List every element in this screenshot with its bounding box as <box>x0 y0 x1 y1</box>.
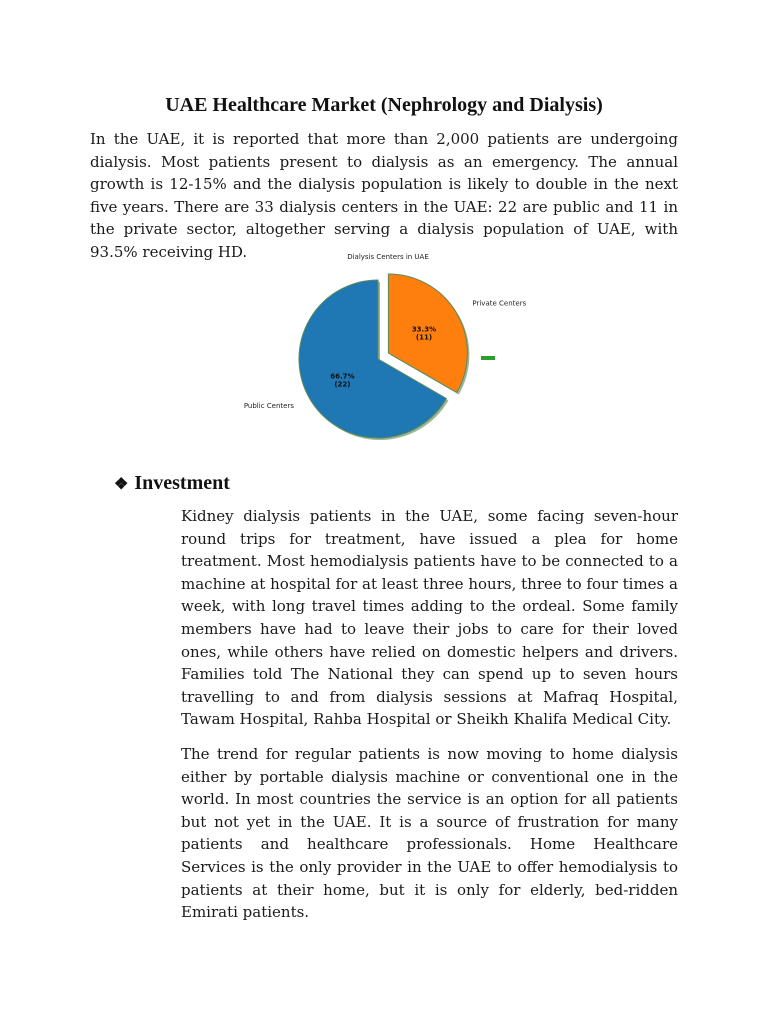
slice-percent-label: 66.7% <box>330 372 355 381</box>
slice-count-label: (22) <box>334 380 351 389</box>
investment-paragraph-2: The trend for regular patients is now moving to home dialysis either by portable dialysis machine or conventional one in the world. In most countries the service is an option for all patients but not yet in the UAE. It is a source of frustration for many patients and healthcare professionals. Home Healthcare Services is the only provider in the UAE to offer hemodialysis to patients at their home, but it is only for elderly, bed-ridden Emirati patients. <box>181 745 678 922</box>
investment-paragraph-1: Kidney dialysis patients in the UAE, some facing seven-hour round trips for treatment, have issued a plea for home treatment. Most hemodialysis patients have to be connected to a machine at hospital for at least three hours, three to four times a week, with long travel times adding to the ordeal. Some family members have had to leave their jobs to care for their loved ones, while others have relied on domestic helpers and drivers. Families told The National they can spend up to seven hours travelling to and from dialysis sessions at Mafraq Hospital, Tawam Hospital, Rahba Hospital or Sheikh Khalifa Medical City. <box>181 507 678 729</box>
slice-name-label: Public Centers <box>243 401 294 410</box>
slice-count-label: (11) <box>415 333 433 342</box>
intro-paragraph: In the UAE, it is reported that more than 2,000 patients are undergoing dialysis. Most patients present to dialysis as an emergency. The annual growth is 12-15% and the dialysis population is likely to double in the next five years. There are 33 dialysis centers in the UAE: 22 are public and 11 in the private sector, altogether serving a dialysis population of UAE, with 93.5% receiving HD. <box>90 130 678 261</box>
slice-name-label: Private Centers <box>472 299 527 308</box>
legend-swatch <box>481 356 495 360</box>
pie-chart <box>238 246 538 451</box>
slice-percent-label: 33.3% <box>411 325 437 334</box>
section-heading-text: Investment <box>134 472 230 494</box>
diamond-bullet-icon: ❖ <box>114 476 129 493</box>
chart-title: Dialysis Centers in UAE <box>347 253 429 261</box>
page-title: UAE Healthcare Market (Nephrology and Dialysis) <box>165 94 603 116</box>
pie-chart-svg <box>238 246 538 451</box>
section-heading <box>114 472 230 495</box>
